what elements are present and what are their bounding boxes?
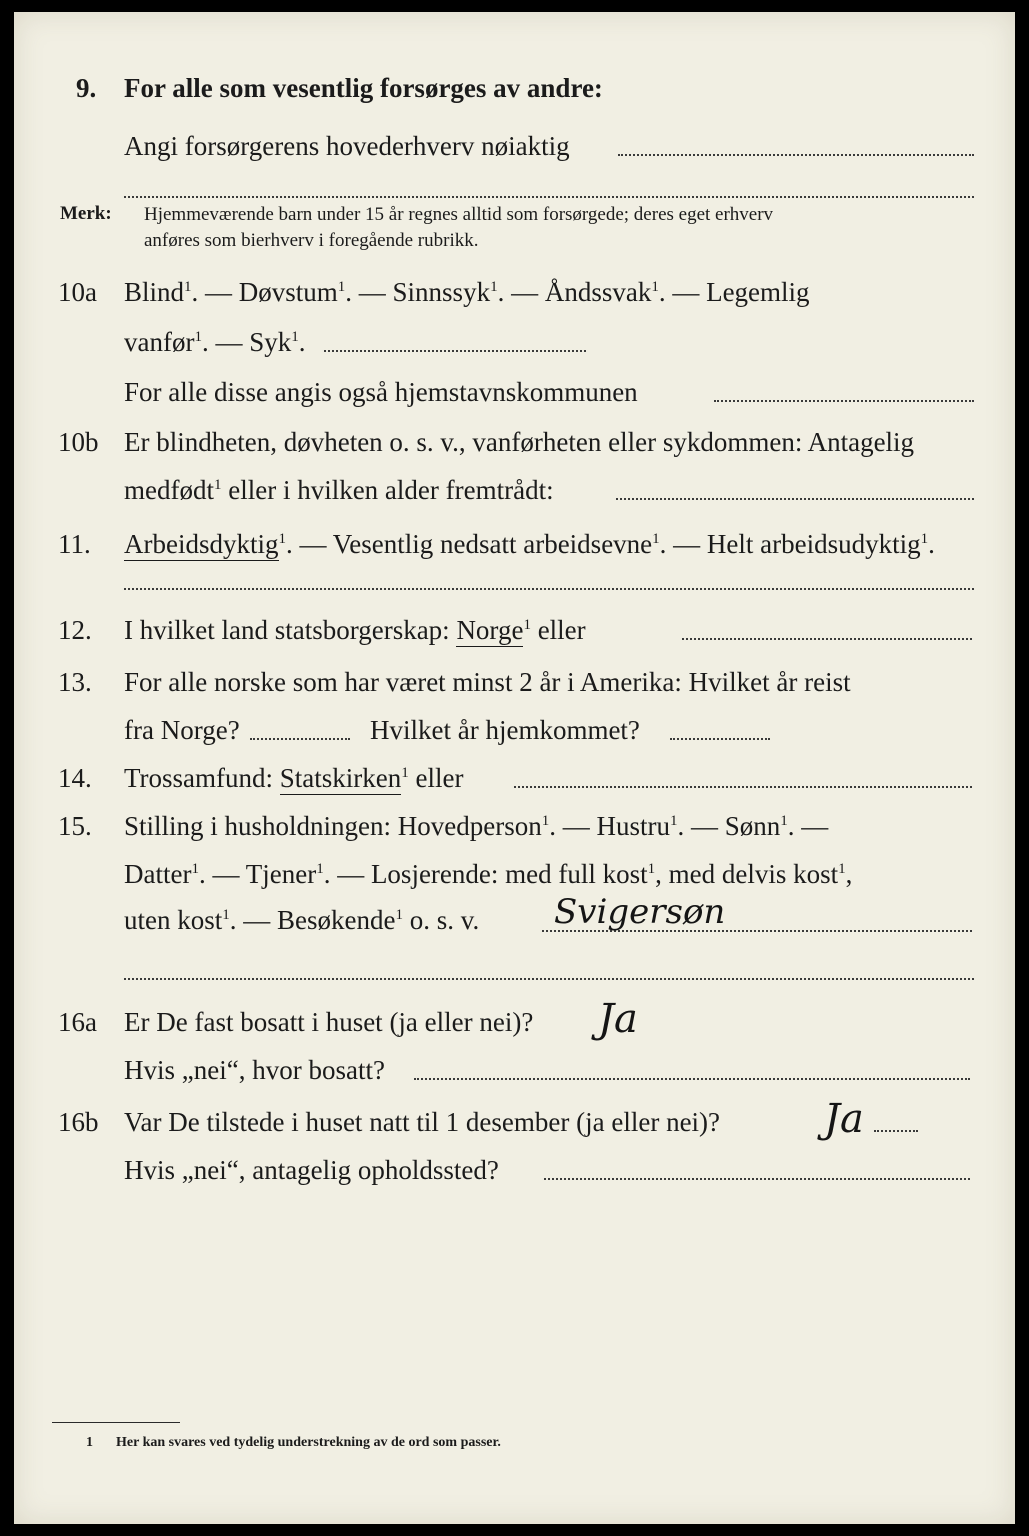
q10a-number: 10a bbox=[58, 277, 97, 307]
q16b-line1: Var De tilstede i huset natt til 1 desember (ja eller nei)? bbox=[124, 1107, 721, 1137]
merk-line2: anføres som bierhverv i foregående rubrikk. bbox=[144, 230, 479, 251]
q16a-line1: Er De fast bosatt i huset (ja eller nei)? bbox=[124, 1007, 534, 1037]
q16a-line2: Hvis „nei“, hvor bosatt? bbox=[124, 1055, 385, 1085]
q15-line3: uten kost$^1$. — Besøkende$^1$ o. s. v. bbox=[124, 905, 480, 935]
q10b-line1: Er blindheten, døvheten o. s. v., vanførheten eller sykdommen: Antagelig bbox=[124, 427, 915, 457]
q16b-opholdssted-line[interactable] bbox=[544, 1178, 970, 1180]
q9-number: 9. bbox=[76, 73, 97, 103]
q9-title: For alle som vesentlig forsørges av andre: bbox=[124, 73, 603, 103]
q16a-number: 16a bbox=[58, 1007, 97, 1037]
q13-line1: For alle norske som har været minst 2 år i Amerika: Hvilket år reist bbox=[124, 667, 851, 697]
q12-line: I hvilket land statsborgerskap: Norge$^1$ eller bbox=[124, 615, 586, 645]
q16a-handwritten-answer: Ja bbox=[598, 996, 638, 1042]
q13-line2-a: fra Norge? bbox=[124, 715, 240, 745]
q13-number: 13. bbox=[58, 667, 92, 697]
q15-answer-line-2[interactable] bbox=[124, 978, 974, 980]
q15-line1: Stilling i husholdningen: Hovedperson$^1$. — Hustru$^1$. — Sønn$^1$. — bbox=[124, 811, 829, 841]
q9-answer-line-2[interactable] bbox=[124, 196, 974, 198]
q14-line: Trossamfund: Statskirken$^1$ eller bbox=[124, 763, 464, 793]
q16b-number: 16b bbox=[58, 1107, 99, 1137]
q16a-answer-line[interactable] bbox=[414, 1078, 970, 1080]
census-form-page bbox=[14, 12, 1015, 1524]
q10b-line2: medfødt$^1$ eller i hvilken alder fremtrådt: bbox=[124, 475, 554, 505]
q12-number: 12. bbox=[58, 615, 92, 645]
q11-line: Arbeidsdyktig$^1$. — Vesentlig nedsatt arbeidsevne$^1$. — Helt arbeidsudyktig$^1$. bbox=[124, 529, 935, 559]
q10a-line1: Blind$^1$. — Døvstum$^1$. — Sinnssyk$^1$. — Åndssvak$^1$. — Legemlig bbox=[124, 277, 810, 307]
q9-line2: Angi forsørgerens hovederhverv nøiaktig bbox=[124, 131, 570, 161]
q11-answer-line[interactable] bbox=[124, 588, 974, 590]
q10a-hjemstavn-line[interactable] bbox=[714, 400, 974, 402]
q16b-handwritten-answer: Ja bbox=[824, 1096, 864, 1142]
q10b-number: 10b bbox=[58, 427, 99, 457]
footnote-text: Her kan svares ved tydelig understrekning av de ord som passer. bbox=[116, 1435, 501, 1450]
q10a-line3: For alle disse angis også hjemstavnskommunen bbox=[124, 377, 638, 407]
q12-answer-line[interactable] bbox=[682, 638, 972, 640]
q10a-syk-line[interactable] bbox=[324, 350, 586, 352]
q10b-answer-line[interactable] bbox=[616, 498, 974, 500]
footnote-mark: 1 bbox=[86, 1435, 93, 1450]
q16b-answer-line[interactable] bbox=[874, 1130, 918, 1132]
q10a-line2: vanfør$^1$. — Syk$^1$. bbox=[124, 327, 306, 357]
q13-line2-b: Hvilket år hjemkommet? bbox=[370, 715, 640, 745]
footnote-rule bbox=[52, 1422, 180, 1423]
merk-label: Merk: bbox=[60, 203, 112, 224]
q14-answer-line[interactable] bbox=[514, 786, 972, 788]
q13-hjemkommet-line[interactable] bbox=[670, 738, 770, 740]
q15-handwritten-answer: Svigersøn bbox=[554, 892, 726, 932]
q15-number: 15. bbox=[58, 811, 92, 841]
q11-number: 11. bbox=[58, 529, 91, 559]
q15-line2: Datter$^1$. — Tjener$^1$. — Losjerende: med full kost$^1$, med delvis kost$^1$, bbox=[124, 859, 853, 889]
merk-line1: Hjemmeværende barn under 15 år regnes alltid som forsørgede; deres eget erhverv bbox=[144, 204, 774, 225]
q13-reist-line[interactable] bbox=[250, 738, 350, 740]
q14-number: 14. bbox=[58, 763, 92, 793]
q9-answer-line[interactable] bbox=[618, 154, 974, 156]
q16b-line2: Hvis „nei“, antagelig opholdssted? bbox=[124, 1155, 499, 1185]
